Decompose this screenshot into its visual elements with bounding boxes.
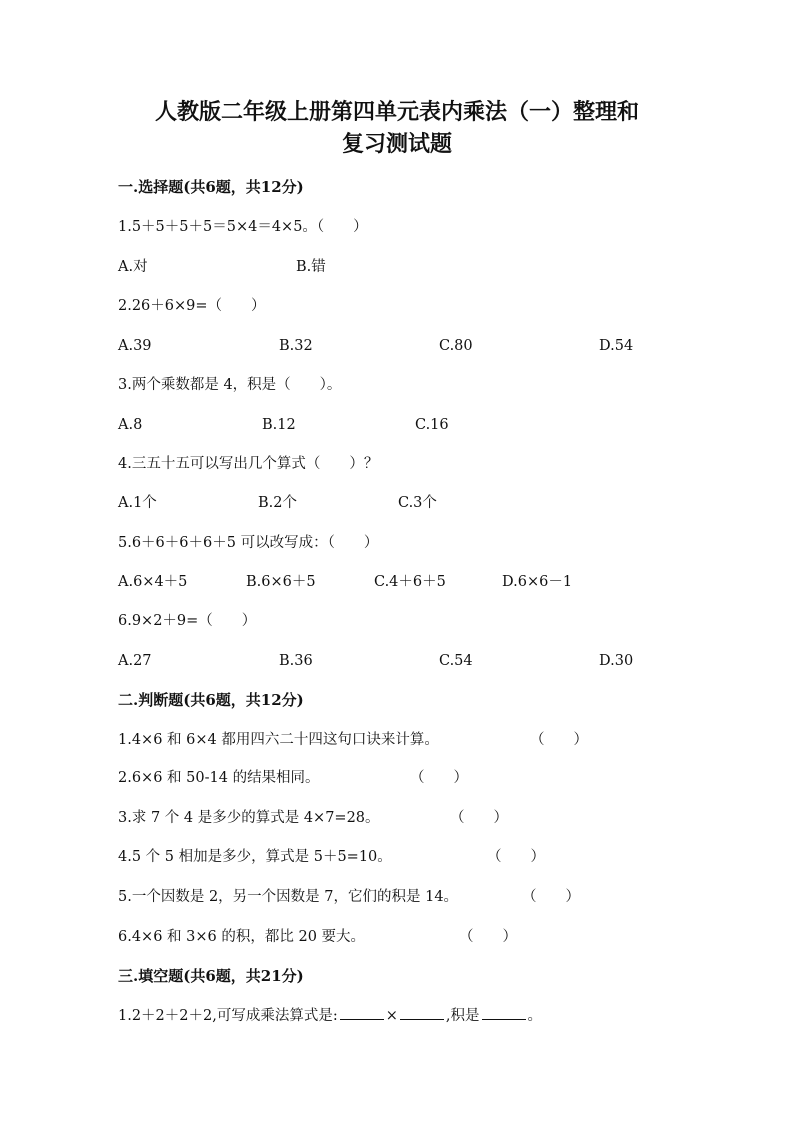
answer-paren[interactable]: （ ） — [450, 810, 508, 826]
section-heading-choice: 一.选择题(共6题，共12分) — [118, 178, 304, 196]
option-b[interactable]: B.12 — [262, 417, 296, 433]
option-a[interactable]: A.39 — [118, 338, 152, 354]
question-text: 1.4×6 和 6×4 都用四六二十四这句口诀来计算。 — [118, 732, 439, 748]
question-text: 5.6＋6＋6＋6＋5 可以改写成：（ ） — [118, 535, 379, 551]
answer-paren[interactable]: （ ） — [410, 770, 468, 786]
option-c[interactable]: C.16 — [415, 417, 449, 433]
page-title-line1: 人教版二年级上册第四单元表内乘法（一）整理和 — [154, 99, 639, 125]
question-text: 5.一个因数是 2，另一个因数是 7，它们的积是 14。 — [118, 889, 459, 905]
option-c[interactable]: C.3个 — [398, 495, 437, 511]
option-d[interactable]: D.30 — [599, 653, 634, 669]
answer-blank[interactable] — [482, 1005, 526, 1020]
question-text: 3.求 7 个 4 是多少的算式是 4×7=28。 — [118, 810, 380, 826]
question-text: 2.26＋6×9=（ ） — [118, 298, 266, 314]
option-a[interactable]: A.6×4＋5 — [118, 574, 188, 590]
option-c[interactable]: C.80 — [439, 338, 473, 354]
question-text: 4.5 个 5 相加是多少，算式是 5＋5=10。 — [118, 849, 392, 865]
option-c[interactable]: C.4＋6＋5 — [374, 574, 446, 590]
section-heading-judge: 二.判断题(共6题，共12分) — [118, 691, 304, 709]
option-b[interactable]: B.2个 — [258, 495, 297, 511]
option-c[interactable]: C.54 — [439, 653, 473, 669]
answer-paren[interactable]: （ ） — [459, 929, 517, 945]
option-b[interactable]: B.错 — [296, 259, 326, 275]
option-b[interactable]: B.36 — [279, 653, 313, 669]
answer-blank[interactable] — [340, 1005, 384, 1020]
option-d[interactable]: D.54 — [599, 338, 634, 354]
page-title-line2: 复习测试题 — [341, 131, 452, 157]
question-end: 。 — [527, 1008, 542, 1024]
option-b[interactable]: B.6×6＋5 — [246, 574, 316, 590]
answer-paren[interactable]: （ ） — [530, 732, 588, 748]
question-text: 1.5＋5＋5＋5＝5×4＝4×5。（ ） — [118, 219, 368, 235]
answer-paren[interactable]: （ ） — [487, 849, 545, 865]
question-text: 6.9×2＋9=（ ） — [118, 613, 257, 629]
option-a[interactable]: A.27 — [118, 653, 152, 669]
question-text: 3.两个乘数都是 4，积是（ ）。 — [118, 377, 342, 393]
option-a[interactable]: A.1个 — [118, 495, 157, 511]
section-heading-fill: 三.填空题(共6题，共21分) — [118, 967, 304, 985]
question-text: 2.6×6 和 50-14 的结果相同。 — [118, 770, 320, 786]
question-text: 1.2＋2＋2＋2,可写成乘法算式是: — [118, 1008, 338, 1024]
answer-blank[interactable] — [400, 1005, 444, 1020]
option-a[interactable]: A.8 — [118, 417, 143, 433]
answer-paren[interactable]: （ ） — [522, 889, 580, 905]
times-sign: × — [385, 1008, 398, 1024]
option-d[interactable]: D.6×6－1 — [502, 574, 573, 590]
option-a[interactable]: A.对 — [118, 259, 148, 275]
question-text: 4.三五十五可以写出几个算式（ ）？ — [118, 456, 379, 472]
fill-question-1 — [118, 1005, 542, 1027]
question-text-cont: ,积是 — [445, 1008, 480, 1024]
option-b[interactable]: B.32 — [279, 338, 313, 354]
question-text: 6.4×6 和 3×6 的积，都比 20 要大。 — [118, 929, 366, 945]
